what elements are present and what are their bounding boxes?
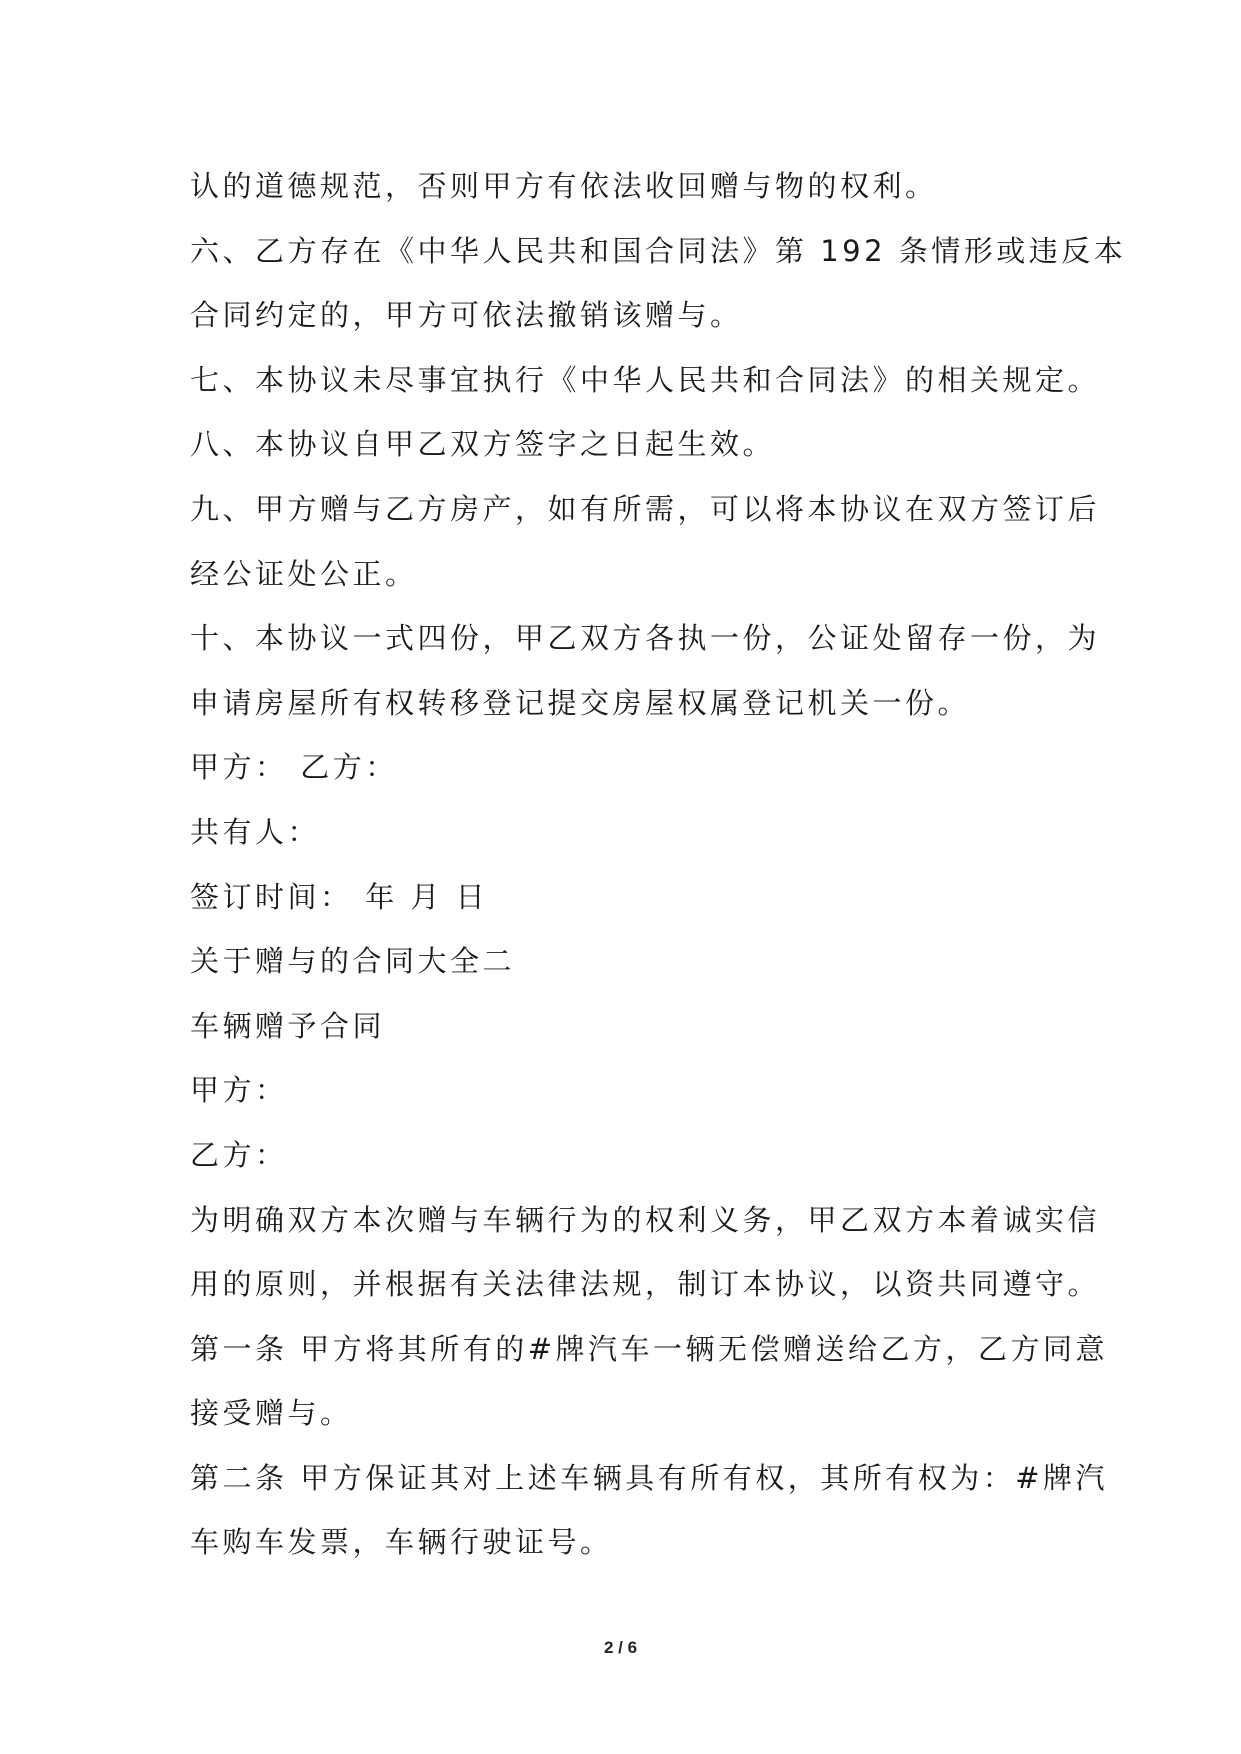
text-line: 十、本协议一式四份，甲乙双方各执一份，公证处留存一份，为 <box>190 621 1101 656</box>
text-line: 用的原则，并根据有关法律法规，制订本协议，以资共同遵守。 <box>190 1267 1101 1302</box>
text-line: 合同约定的，甲方可依法撤销该赠与。 <box>190 298 743 333</box>
text-line: 接受赠与。 <box>190 1396 353 1431</box>
text-line: 七、本协议未尽事宜执行《中华人民共和合同法》的相关规定。 <box>190 362 1101 397</box>
text-line: 第二条 甲方保证其对上述车辆具有所有权，其所有权为：#牌汽 <box>190 1460 1109 1495</box>
co-owner-line: 共有人： <box>190 814 321 849</box>
text-line: 六、乙方存在《中华人民共和国合同法》第 192 条情形或违反本 <box>190 233 1127 268</box>
signing-date-line: 签订时间： 年 月 日 <box>190 879 489 914</box>
party-b-line: 乙方： <box>190 1137 288 1172</box>
text-line: 经公证处公正。 <box>190 556 418 591</box>
section-heading: 关于赠与的合同大全二 <box>190 944 516 979</box>
party-a-line: 甲方： <box>190 1073 288 1108</box>
text-line: 八、本协议自甲乙双方签字之日起生效。 <box>190 427 776 462</box>
text-line: 申请房屋所有权转移登记提交房屋权属登记机关一份。 <box>190 685 971 720</box>
text-line: 为明确双方本次赠与车辆行为的权利义务，甲乙双方本着诚实信 <box>190 1202 1101 1237</box>
text-line: 九、甲方赠与乙方房产，如有所需，可以将本协议在双方签订后 <box>190 491 1101 526</box>
signature-party-line: 甲方： 乙方： <box>190 750 398 785</box>
text-line: 认的道德规范，否则甲方有依法收回赠与物的权利。 <box>190 169 938 203</box>
text-line: 第一条 甲方将其所有的#牌汽车一辆无偿赠送给乙方，乙方同意 <box>190 1331 1109 1366</box>
page-number: 2 / 6 <box>603 1638 638 1657</box>
text-line: 车购车发票，车辆行驶证号。 <box>190 1525 613 1560</box>
contract-title: 车辆赠予合同 <box>190 1008 386 1043</box>
document-body <box>190 154 1127 1575</box>
